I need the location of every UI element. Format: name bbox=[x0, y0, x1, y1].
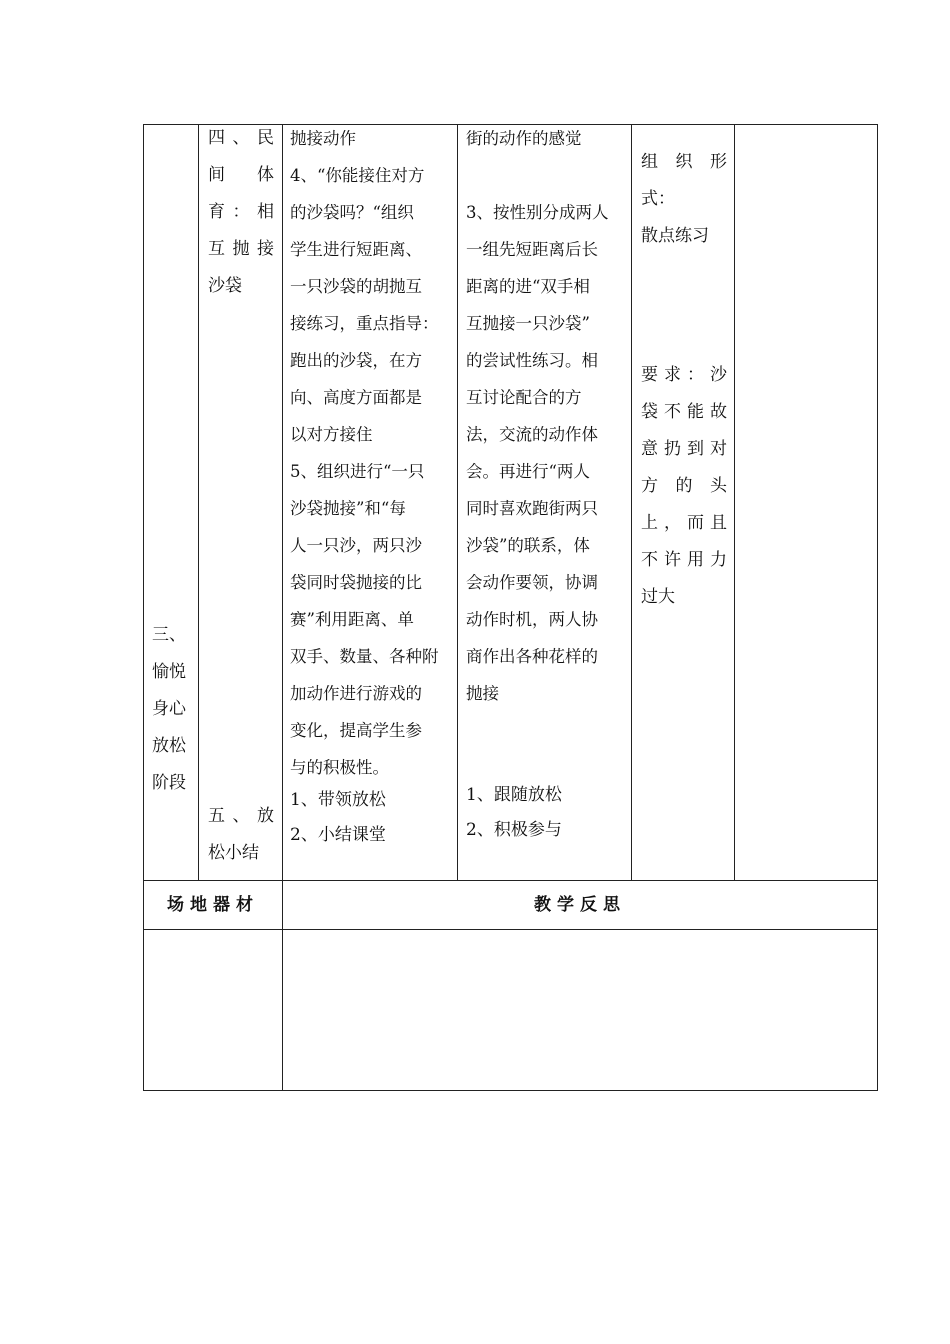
organization-form-text: 组 织 形 式： 散点练习 bbox=[641, 152, 727, 246]
teacher-activity-text: 抛接动作 4、“你能接住对方 的沙袋吗？“组织 学生进行短距离、 一只沙袋的胡抛互 接练习，重点指导： 跑出的沙袋，在方 向、高度方面都是 以对方接住 5、组织进行“一只 沙袋抛接”和“每 人一只沙，两只沙 袋同时袋抛接的比 赛”利用距离、单 双手、数量、各种附 加动作进行游戏的 变化，提高学生参 与的积极性。 bbox=[290, 129, 439, 777]
table-row-divider bbox=[143, 929, 878, 930]
stage-label: 三、 愉悦 身心 放松 阶段 bbox=[152, 625, 186, 793]
table-border-right bbox=[877, 124, 878, 1091]
reflection-header: 教学反思 bbox=[534, 895, 626, 915]
student-activity-text: 街的动作的感觉 3、按性别分成两人 一组先短距离后长 距离的进“双手相 互抛接一只沙袋” 的尝试性练习。相 互讨论配合的方 法，交流的动作体 会。再进行“两人 同时喜欢跑街两只 沙袋”的联系，体 会动作要领，协调 动作时机，两人协 商作出各种花样的 抛接 bbox=[466, 129, 609, 703]
column-divider bbox=[198, 124, 199, 881]
column-divider bbox=[631, 124, 632, 881]
table-row-divider bbox=[143, 880, 878, 881]
teacher-relax-text: 1、带领放松 2、小结课堂 bbox=[290, 790, 386, 845]
column-divider bbox=[734, 124, 735, 881]
student-relax-text: 1、跟随放松 2、积极参与 bbox=[466, 785, 562, 840]
column-divider bbox=[282, 124, 283, 1091]
content-item-folk-sports: 四、民 间 体 育：相 互抛接 沙袋 bbox=[208, 128, 274, 296]
equipment-header: 场地器材 bbox=[167, 895, 259, 915]
content-item-relax-summary: 五、放 松小结 bbox=[208, 806, 274, 863]
column-divider bbox=[457, 124, 458, 881]
table-border-bottom bbox=[143, 1090, 878, 1091]
table-border-left bbox=[143, 124, 144, 1091]
organization-requirements-text: 要求：沙 袋不能故 意扔到对 方 的 头 上，而且 不许用力 过大 bbox=[641, 365, 727, 607]
